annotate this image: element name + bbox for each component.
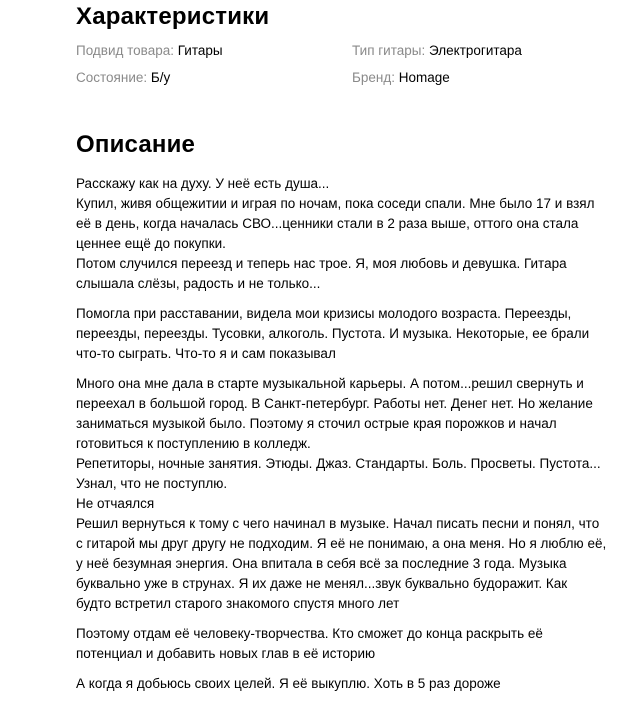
description-line: готовиться к поступлению в колледж.: [76, 436, 311, 451]
description-line: у неё безумная энергия. Она впитала в себя всё за последние 3 года. Музыка: [76, 556, 567, 571]
prop-guitar-type: [352, 41, 522, 61]
prop-value: Гитары: [177, 43, 223, 58]
description-line: потенциал и добавить новых глав в её историю: [76, 646, 376, 661]
prop-label: Тип гитары:: [352, 43, 426, 58]
prop-value: Homage: [398, 70, 450, 85]
description-line: Много она мне дала в старте музыкальной карьеры. А потом...решил свернуть и: [76, 376, 584, 391]
description-paragraph: [76, 624, 623, 664]
description-line: будто встретил старого знакомого спустя много лет: [76, 596, 400, 611]
description-line: буквально уже в струнах. Я их даже не менял...звук буквально будоражит. Как: [76, 576, 568, 591]
description-line: Купил, живя общежитии и играя по ночам, пока соседи спали. Мне было 17 и взял: [76, 196, 595, 211]
description-line: переехал в большой город. В Санкт-петербург. Работы нет. Денег нет. Но желание: [76, 396, 593, 411]
description-line: Поэтому отдам её человеку-творчества. Кто сможет до конца раскрыть её: [76, 626, 543, 641]
description-line: с гитарой мы друг другу не подходим. Я её не понимаю, а она меня. Но я люблю её,: [76, 536, 607, 551]
description-line: переезды, переезды. Тусовки, алкоголь. Пустота. И музыка. Некоторые, ее брали: [76, 326, 590, 341]
prop-value: Б/у: [150, 70, 171, 85]
prop-value: Электрогитара: [429, 43, 522, 58]
description-paragraph: [76, 674, 623, 694]
prop-subtype: [76, 41, 223, 61]
description-line: слышала слёзы, радость и не только...: [76, 276, 321, 291]
description-heading: Описание: [76, 131, 196, 158]
prop-condition: [76, 68, 170, 88]
description-line: Помогла при расставании, видела мои кризисы молодого возраста. Переезды,: [76, 306, 572, 321]
description-line: А когда я добьюсь своих целей. Я её выкуплю. Хоть в 5 раз дороже: [76, 676, 501, 691]
prop-label: Состояние:: [76, 70, 148, 85]
prop-brand: [352, 68, 450, 88]
description-line: Репетиторы, ночные занятия. Этюды. Джаз. Стандарты. Боль. Просветы. Пустота...: [76, 456, 601, 471]
prop-label: Подвид товара:: [76, 43, 174, 58]
characteristics-heading: Характеристики: [76, 3, 270, 30]
description-line: заниматься музыкой было. Поэтому я сточил острые края порожков и начал: [76, 416, 557, 431]
description-line: Расскажу как на духу. У неё есть душа...: [76, 176, 330, 191]
description-line: Решил вернуться к тому с чего начинал в музыке. Начал писать песни и понял, что: [76, 516, 600, 531]
description-line: её в день, когда началась СВО...ценники стали в 2 раза выше, оттого она стала: [76, 216, 579, 231]
description-paragraph: [76, 304, 623, 364]
description-line: что-то сыграть. Что-то я и сам показывал: [76, 346, 336, 361]
description-line: Узнал, что не поступлю.: [76, 476, 228, 491]
description-line: Потом случился переезд и теперь нас трое. Я, моя любовь и девушка. Гитара: [76, 256, 567, 271]
description-paragraph: [76, 374, 623, 614]
description-paragraph: [76, 174, 623, 294]
description-line: ценнее ещё до покупки.: [76, 236, 226, 251]
description-line: Не отчаялся: [76, 496, 155, 511]
prop-label: Бренд:: [352, 70, 395, 85]
description-text: [76, 174, 623, 704]
